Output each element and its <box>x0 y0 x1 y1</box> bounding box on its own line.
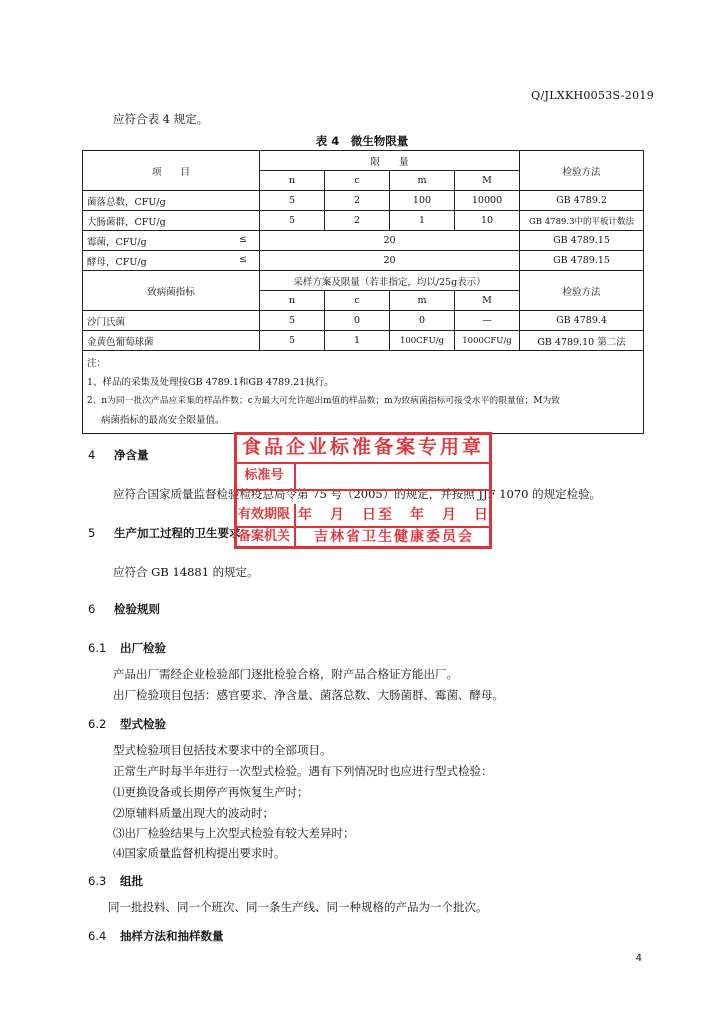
cell-item: 菌落总数，CFU/g <box>83 191 260 211</box>
intro-text: 应符合表 4 规定。 <box>113 112 209 126</box>
table-header-row <box>83 151 644 171</box>
item-label: 霉菌，CFU/g <box>87 236 147 248</box>
cell-n: 5 <box>260 331 325 351</box>
note-2-cont: 病菌指标的最高安全限量值。 <box>101 415 225 426</box>
stamp-validity-value: 年 月 日至 年 月 日 <box>298 507 490 523</box>
section-title: 净含量 <box>114 448 149 462</box>
table-row <box>83 311 644 331</box>
table-caption: 表 4 微生物限量 <box>315 134 409 148</box>
cell-n: 5 <box>260 191 325 211</box>
cell-c: 0 <box>325 311 390 331</box>
section-6-2-line-5: ⑶出厂检验结果与上次型式检验有较大差异时； <box>113 826 355 840</box>
cell-c: 2 <box>325 191 390 211</box>
cell-item <box>83 231 260 251</box>
section-number: 6.4 <box>88 929 107 943</box>
stamp-label-validity: 有效期限 <box>234 504 296 526</box>
col-M: M <box>455 291 520 311</box>
section-6-4-heading <box>88 928 224 944</box>
stamp-title: 食品企业标准备案专用章 <box>241 436 484 458</box>
cell-M: 1000CFU/g <box>455 331 520 351</box>
col-m: m <box>390 291 455 311</box>
cell-item: 大肠菌群，CFU/g <box>83 211 260 231</box>
section-5-heading <box>88 525 241 541</box>
cell-c: 1 <box>325 331 390 351</box>
note-1: 1、样品的采集及处理按GB 4789.1和GB 4789.21执行。 <box>87 377 334 388</box>
table-row <box>83 191 644 211</box>
section-6-2-line-2: 正常生产时每半年进行一次型式检验。遇有下列情况时也应进行型式检验： <box>113 764 493 778</box>
section-4-heading <box>88 447 149 463</box>
cell-method: GB 4789.4 <box>520 311 644 331</box>
table-row <box>83 211 644 231</box>
cell-M: 10000 <box>455 191 520 211</box>
section-6-3-heading <box>88 873 143 889</box>
section-number: 6.2 <box>88 717 107 731</box>
table-row <box>83 331 644 351</box>
header-item: 项 目 <box>83 151 260 191</box>
cell-n: 5 <box>260 311 325 331</box>
stamp-agency-value: 吉林省卫生健康委员会 <box>314 529 474 545</box>
stamp-label-agency: 备案机关 <box>234 528 296 546</box>
section-4-text: 应符合国家质量监督检验检疫总局令第 75 号（2005）的规定，并按照 JJF 1070 的规定检验。 <box>113 487 602 501</box>
section-5-text: 应符合 GB 14881 的规定。 <box>113 565 259 579</box>
section-title: 检验规则 <box>114 602 160 616</box>
section-6-2-line-3: ⑴更换设备或长期停产再恢复生产时； <box>113 785 309 799</box>
cell-limit-value: 20 <box>260 251 520 271</box>
section-title: 出厂检验 <box>120 641 166 655</box>
note-2: 2、n为同一批次产品应采集的样品件数；c为最大可允许超出m值的样品数；m为致病菌指标可接受水平的限量值；M为致 <box>87 396 560 406</box>
item-label: 酵母，CFU/g <box>87 256 147 268</box>
sampling-header: 采样方案及限量（若非指定，均以/25g表示） <box>260 271 520 291</box>
section-6-2-line-6: ⑷国家质量监督机构提出要求时。 <box>113 846 286 860</box>
cell-limit-value: 20 <box>260 231 520 251</box>
header-limit: 限 量 <box>260 151 520 171</box>
cell-m: 100CFU/g <box>390 331 455 351</box>
table-row <box>83 251 644 271</box>
page-number: 4 <box>635 953 642 964</box>
document-id: Q/JLXKH0053S-2019 <box>531 89 654 102</box>
section-6-heading <box>88 601 160 617</box>
filing-stamp <box>234 432 492 549</box>
section-number: 4 <box>88 448 96 462</box>
cell-m: 0 <box>390 311 455 331</box>
section-6-1-heading <box>88 640 166 656</box>
section-title: 抽样方法和抽样数量 <box>120 929 224 943</box>
section-number: 6.3 <box>88 874 107 888</box>
col-m: m <box>390 171 455 191</box>
section-number: 6.1 <box>88 641 107 655</box>
le-sign: ≤ <box>239 253 247 265</box>
cell-M: — <box>455 311 520 331</box>
notes-row <box>83 351 644 434</box>
table-notes <box>83 351 644 434</box>
section-6-2-heading <box>88 716 166 732</box>
cell-method: GB 4789.10 第二法 <box>520 331 644 351</box>
cell-m: 100 <box>390 191 455 211</box>
cell-M: 10 <box>455 211 520 231</box>
pathogen-header: 致病菌指标 <box>83 271 260 311</box>
col-c: c <box>325 291 390 311</box>
cell-item: 金黄色葡萄球菌 <box>83 331 260 351</box>
cell-method: GB 4789.2 <box>520 191 644 211</box>
col-c: c <box>325 171 390 191</box>
cell-m: 1 <box>390 211 455 231</box>
section-6-1-line-2: 出厂检验项目包括：感官要求、净含量、菌落总数、大肠菌群、霉菌、酵母。 <box>113 688 504 702</box>
cell-method: GB 4789.15 <box>520 251 644 271</box>
section-title: 生产加工过程的卫生要求 <box>114 526 241 540</box>
notes-label: 注： <box>87 358 107 369</box>
header-method: 检验方法 <box>520 151 644 191</box>
cell-item <box>83 251 260 271</box>
cell-method: GB 4789.3中的平板计数法 <box>520 211 644 231</box>
pathogen-header-row <box>83 271 644 291</box>
section-number: 6 <box>88 602 96 616</box>
section-number: 5 <box>88 526 96 540</box>
section-title: 组批 <box>120 874 143 888</box>
stamp-label-standard-no: 标准号 <box>234 463 296 489</box>
section-6-2-line-1: 型式检验项目包括技术要求中的全部项目。 <box>113 743 332 757</box>
table-row <box>83 231 644 251</box>
cell-c: 2 <box>325 211 390 231</box>
method-header-2: 检验方法 <box>520 271 644 311</box>
section-6-2-line-4: ⑵原辅料质量出现大的波动时； <box>113 806 274 820</box>
microbial-limits-table <box>82 150 644 434</box>
section-6-1-line-1: 产品出厂需经企业检验部门逐批检验合格，附产品合格证方能出厂。 <box>113 667 458 681</box>
le-sign: ≤ <box>239 233 247 245</box>
cell-method: GB 4789.15 <box>520 231 644 251</box>
col-n: n <box>260 171 325 191</box>
cell-item: 沙门氏菌 <box>83 311 260 331</box>
stamp-divider <box>234 489 492 491</box>
cell-n: 5 <box>260 211 325 231</box>
col-n: n <box>260 291 325 311</box>
col-M: M <box>455 171 520 191</box>
section-6-3-line-1: 同一批投料、同一个班次、同一条生产线、同一种规格的产品为一个批次。 <box>108 900 488 914</box>
section-title: 型式检验 <box>120 717 166 731</box>
